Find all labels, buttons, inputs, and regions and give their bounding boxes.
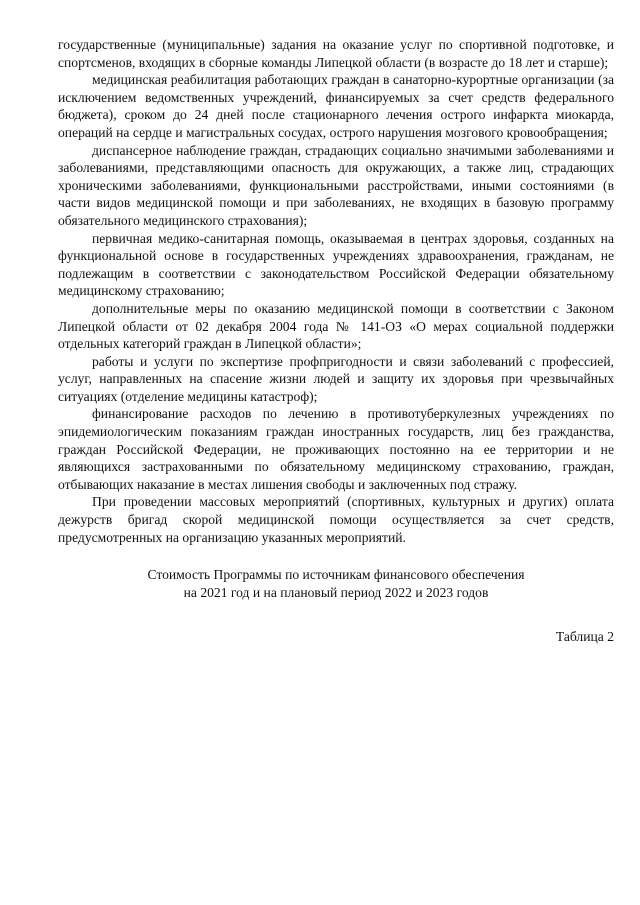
document-page: [58, 36, 614, 646]
paragraph-sports-training: государственные (муниципальные) задания на оказание услуг по спортивной подготовке, и спортсменов, входящих в сборные команды Липецкой области (в возрасте до 18 лет и старше);: [58, 37, 614, 70]
paragraph-primary-care: первичная медико-санитарная помощь, оказываемая в центрах здоровья, созданных на функциональной основе в государственных учреждениях здравоохранения, гражданам, не подлежащим в соответствии с законодательством Российской Федерации обязательному медицинскому страхованию;: [58, 230, 614, 299]
paragraph-medical-rehabilitation: медицинская реабилитация работающих граждан в санаторно-курортные организации (за исключением ведомственных учреждений, финансируемых за счет средств федерального бюджета), сроком до 24 дней после стационарного лечения острого инфаркта миокарда, операций на сердце и магистральных сосудах, острого нарушения мозгового кровообращения;: [58, 72, 614, 140]
paragraph-additional-measures: дополнительные меры по оказанию медицинской помощи в соответствии с Законом Липецкой области от 02 декабря 2004 года № 141-ОЗ «О мерах социальной поддержки отдельных категорий граждан в Липецкой области»;: [58, 300, 614, 352]
heading-line-1: Стоимость Программы по источникам финансового обеспечения: [147, 567, 525, 583]
paragraph-tuberculosis-financing: финансирование расходов по лечению в противотуберкулезных учреждениях по эпидемиологическим показаниям граждан иностранных государств, лиц без гражданства, граждан Российской Федерации, не проживающих постоянно на ее территории и не являющихся застрахованными по обязательному медицинскому страхованию, граждан, отбывающих наказание в местах лишения свободы и заключенных под стражу.: [58, 406, 614, 492]
table-label: Таблица 2: [555, 629, 614, 645]
paragraph-occupational-expertise: работы и услуги по экспертизе профпригодности и связи заболеваний с профессией, услуг, направленных на спасение жизни людей и защиту их здоровья при чрезвычайных ситуациях (отделение медицины катастроф);: [58, 353, 614, 404]
heading-line-2: на 2021 год и на плановый период 2022 и 2023 годов: [183, 585, 489, 601]
section-heading: [58, 566, 614, 602]
paragraph-mass-events: При проведении массовых мероприятий (спортивных, культурных и других) оплата дежурств бригад скорой медицинской помощи осуществляется за счет средств, предусмотренных на организацию указанных мероприятий.: [58, 494, 614, 545]
body-text: [58, 36, 614, 546]
paragraph-dispensary-observation: диспансерное наблюдение граждан, страдающих социально значимыми заболеваниями и заболеваниями, представляющими опасность для окружающих, а также лиц, страдающих хроническими заболеваниями, функциональными расстройствами, иными состояниями (в части видов медицинской помощи и при заболеваниях, не входящих в базовую программу обязательного медицинского страхования);: [58, 142, 614, 228]
